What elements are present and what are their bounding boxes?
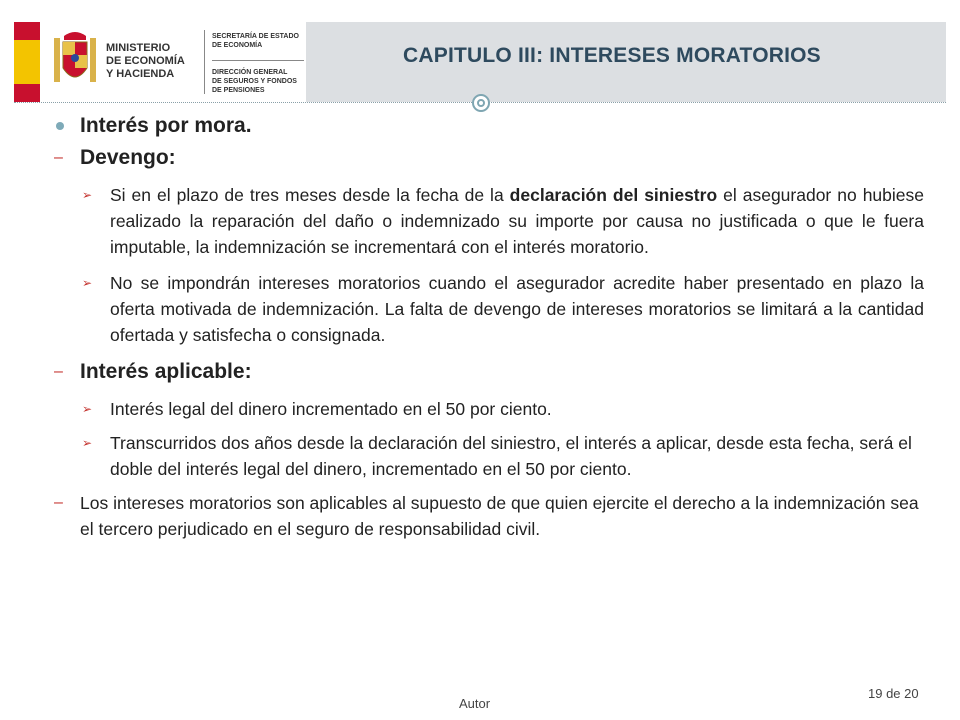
footer-page-number: 19 de 20 bbox=[868, 686, 919, 701]
dash-bullet-icon: – bbox=[54, 363, 63, 380]
final-paragraph bbox=[54, 490, 924, 542]
dash-bullet-icon: – bbox=[54, 149, 63, 166]
slide-title: CAPITULO III: INTERESES MORATORIOS bbox=[403, 44, 821, 67]
slide-content bbox=[54, 112, 924, 542]
round-bullet-icon bbox=[56, 122, 64, 130]
logo-divider bbox=[204, 30, 205, 94]
heading-interes-aplicable bbox=[54, 358, 924, 386]
secretaria-line-1: SECRETARÍA DE ESTADO bbox=[212, 33, 299, 40]
aplicable-paragraph-1 bbox=[54, 396, 924, 422]
arrow-bullet-icon: ➢ bbox=[82, 188, 93, 202]
aplicable-paragraph-2 bbox=[54, 430, 924, 482]
paragraph-text: Interés legal del dinero incrementado en el 50 por ciento. bbox=[110, 399, 552, 419]
coat-of-arms-icon bbox=[50, 28, 100, 94]
paragraph-text: Transcurridos dos años desde la declaración del siniestro, el interés a aplicar, desde esta fecha, será el doble del interés legal del dinero, incrementado en el 50 por ciento. bbox=[110, 433, 912, 479]
heading-devengo bbox=[54, 144, 924, 172]
direccion-line-1: DIRECCIÓN GENERAL bbox=[212, 69, 288, 76]
ministry-name bbox=[106, 42, 185, 81]
ministry-line-1: MINISTERIO bbox=[106, 42, 171, 54]
arrow-bullet-icon: ➢ bbox=[82, 276, 93, 290]
paragraph-text: Si en el plazo de tres meses desde la fecha de la bbox=[110, 185, 510, 205]
ministry-line-3: Y HACIENDA bbox=[106, 68, 175, 80]
dash-bullet-icon: – bbox=[54, 494, 63, 511]
bullet-interes-por-mora bbox=[54, 112, 924, 140]
devengo-paragraph-2 bbox=[54, 270, 924, 348]
item-text: Interés por mora. bbox=[80, 114, 252, 137]
heading-text: Interés aplicable: bbox=[80, 360, 252, 383]
ministry-logo bbox=[14, 22, 306, 102]
paragraph-text: Los intereses moratorios son aplicables al supuesto de que quien ejercite el derecho a la indemnización sea el tercero perjudicado en el seguro de responsabilidad civil. bbox=[80, 493, 919, 539]
heading-text: Devengo: bbox=[80, 146, 176, 169]
secretaria-line-2: DE ECONOMÍA bbox=[212, 42, 263, 49]
devengo-paragraph-1 bbox=[54, 182, 924, 260]
direccion-line-2: DE SEGUROS Y FONDOS bbox=[212, 78, 297, 85]
ministry-line-2: DE ECONOMÍA bbox=[106, 55, 185, 67]
direccion-name bbox=[212, 68, 297, 95]
arrow-bullet-icon: ➢ bbox=[82, 436, 93, 450]
ring-ornament-icon bbox=[472, 94, 490, 112]
spain-flag-icon bbox=[14, 22, 40, 102]
paragraph-text: No se impondrán intereses moratorios cuando el asegurador acredite haber presentado en plazo la oferta motivada de indemnización. La falta de devengo de intereses moratorios se limitará a la cantidad ofertada y satisfecha o consignada. bbox=[110, 273, 924, 345]
direccion-line-3: DE PENSIONES bbox=[212, 87, 265, 94]
arrow-bullet-icon: ➢ bbox=[82, 402, 93, 416]
paragraph-text-cont: el asegurador no hubiese realizado la reparación del daño o indemnizado su importe por causa no justificada o que le fuera imputable, la indemnización se incrementará con el interés moratorio. bbox=[110, 185, 924, 257]
secretaria-name bbox=[212, 32, 299, 50]
footer-author: Autor bbox=[459, 696, 491, 711]
paragraph-bold-text: declaración del siniestro bbox=[509, 185, 718, 205]
logo-separator bbox=[212, 60, 304, 61]
